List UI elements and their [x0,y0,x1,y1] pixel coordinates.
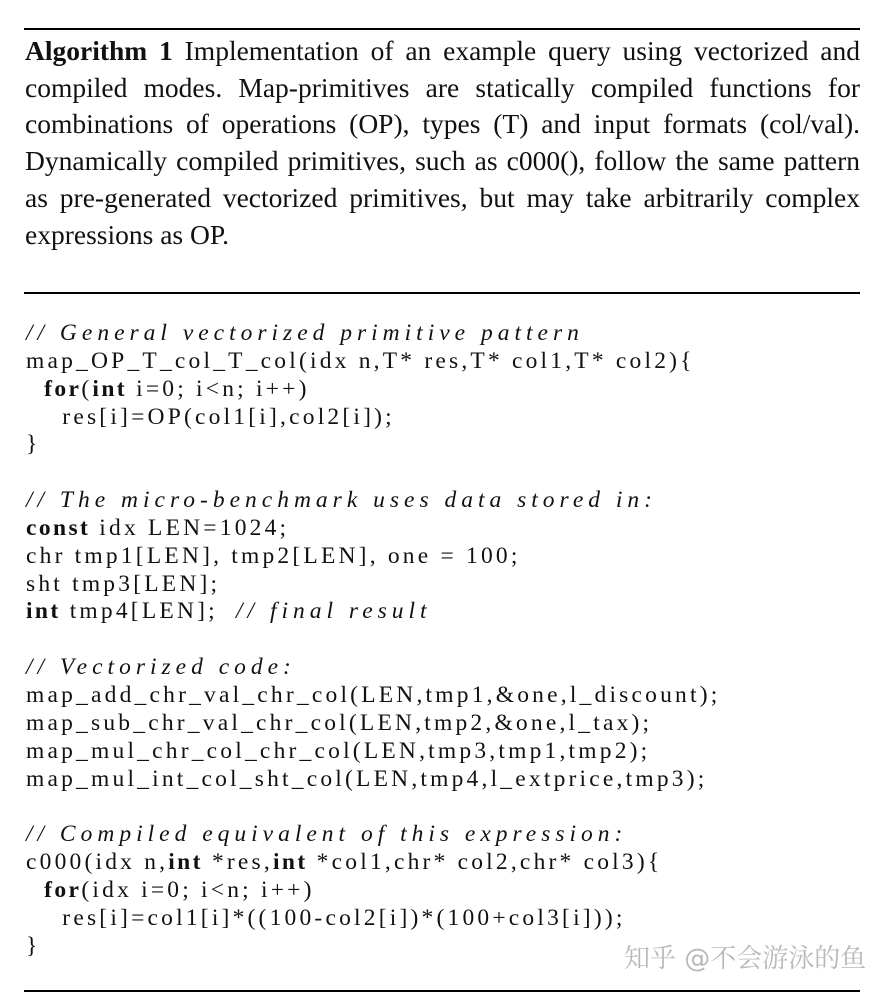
code-line [26,571,876,599]
code-comment: // final result [236,598,432,625]
top-rule [24,28,860,30]
code-keyword: for [44,375,82,402]
code-keyword: int [92,375,128,402]
blank-line [26,459,876,487]
code-text: i=0; i<n; i++) [127,375,310,402]
code-listing [26,320,876,960]
watermark: 知乎 @不会游泳的鱼 [624,944,867,974]
code-line [26,654,876,682]
code-line [26,320,876,348]
code-keyword: const [26,514,91,541]
code-line [26,710,876,738]
code-text: map_mul_int_col_sht_col(LEN,tmp4,l_extprice,tmp3); [26,765,708,792]
code-keyword: int [26,598,61,625]
blank-line [26,793,876,821]
code-text: map_add_chr_val_chr_col(LEN,tmp1,&one,l_discount); [26,681,721,708]
bottom-rule [24,990,860,992]
code-line [26,682,876,710]
code-line [26,905,876,933]
code-text: res[i]=col1[i]*((100-col2[i])*(100+col3[i])); [26,904,626,931]
code-comment: // The micro-benchmark uses data stored in: [26,487,657,514]
code-text: } [26,431,41,458]
code-line [26,348,876,376]
code-line [26,766,876,794]
code-keyword: for [44,876,82,903]
code-line [26,543,876,571]
code-comment: // General vectorized primitive pattern [26,320,584,346]
code-text: *res, [202,849,273,876]
code-line [26,404,876,432]
caption-rule [24,292,860,294]
code-text: res[i]=OP(col1[i],col2[i]); [26,403,395,430]
code-line [26,598,876,626]
code-keyword: int [168,849,203,876]
code-text: map_OP_T_col_T_col(idx n,T* res,T* col1,T* col2){ [26,347,695,374]
caption-text: Implementation of an example query using vectorized and compiled modes. Map-primitives are statically compiled functions for combinations of operations (OP), types (T) and input formats (col/val). Dynamically compiled primitives, such as c000(), follow the same pattern as pre-generated vectorized primitives, but may take arbitrarily complex expressions as OP. [25,35,861,250]
code-line [26,487,876,515]
code-line [26,431,876,459]
code-line [26,877,876,905]
code-line [26,515,876,543]
algorithm-label: Algorithm 1 [25,35,173,66]
code-line [26,849,876,877]
code-text: *col1,chr* col2,chr* col3){ [307,849,663,876]
code-line [26,376,876,404]
code-comment: // Compiled equivalent of this expression: [26,821,628,848]
code-text [26,376,44,402]
blank-line [26,626,876,654]
code-line [26,821,876,849]
code-text: chr tmp1[LEN], tmp2[LEN], one = 100; [26,542,521,569]
algorithm-caption [25,33,860,253]
code-text: c000(idx n, [26,849,169,876]
code-keyword: int [272,849,308,876]
code-text: sht tmp3[LEN]; [26,570,221,597]
code-text: tmp4[LEN]; [60,598,237,625]
code-text: map_mul_chr_col_chr_col(LEN,tmp3,tmp1,tmp2); [26,737,651,764]
code-text: ( [81,375,93,402]
code-text [26,877,44,903]
code-text: idx LEN=1024; [90,514,290,541]
code-text: } [26,932,41,959]
code-line [26,738,876,766]
code-text: map_sub_chr_val_chr_col(LEN,tmp2,&one,l_tax); [26,709,653,736]
code-comment: // Vectorized code: [26,654,296,681]
code-text: (idx i=0; i<n; i++) [81,876,315,903]
